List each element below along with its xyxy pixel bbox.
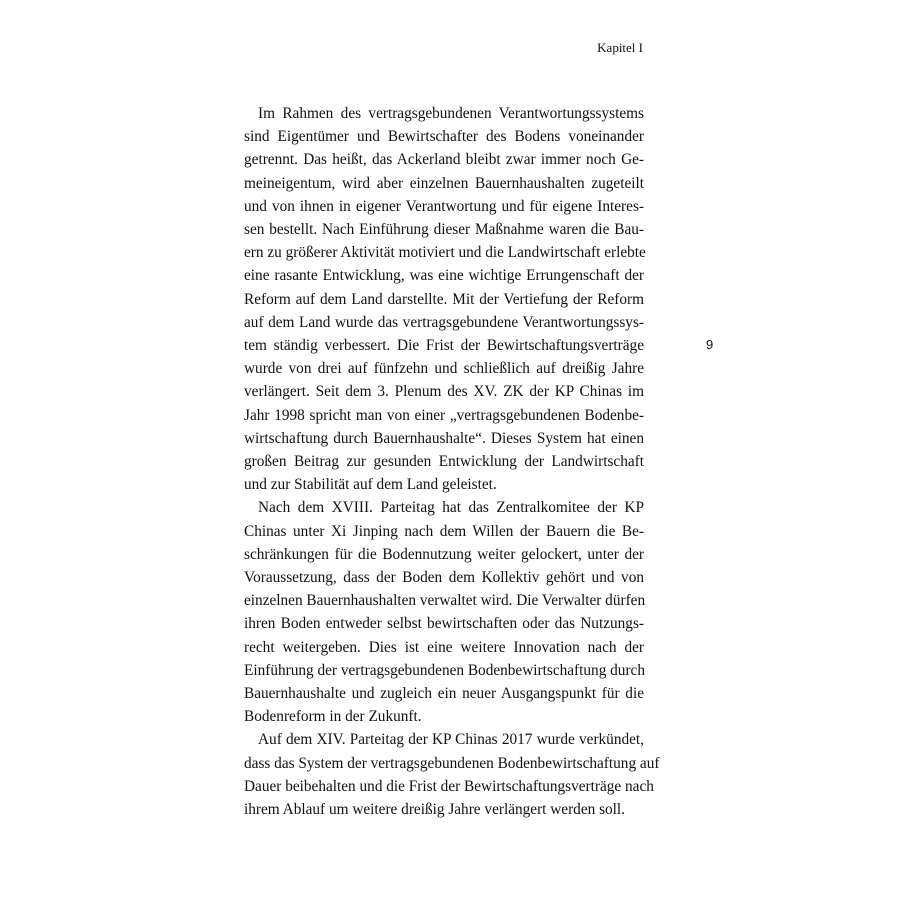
text-line: Im Rahmen des vertragsgebundenen Verantwortungssystems [258,105,644,122]
page-number: 9 [706,337,714,352]
text-line: ihren Boden entweder selbst bewirtschaften oder das Nutzungs- [244,615,644,633]
text-line: Reform auf dem Land darstellte. Mit der Vertiefung der Reform [244,290,644,308]
text-line: Einführung der vertragsgebundenen Bodenbewirtschaftung durch [244,661,645,679]
text-line: wurde von drei auf fünfzehn und schließlich auf dreißig Jahre [244,360,644,378]
text-line: und von ihnen in eigener Verantwortung und für eigene Interes- [244,197,644,215]
text-line: eine rasante Entwicklung, was eine wichtige Errungenschaft der [244,267,644,285]
text-line: Nach dem XVIII. Parteitag hat das Zentralkomitee der KP [258,499,644,517]
text-line: schränkungen für die Bodennutzung weiter gelockert, unter der [244,545,644,563]
text-line: dass das System der vertragsgebundenen Bodenbewirtschaftung auf [244,754,660,772]
text-line: sind Eigentümer und Bewirtschafter des Bodens voneinander [244,128,644,146]
text-line: auf dem Land wurde das vertragsgebundene Verantwortungssys- [244,313,644,331]
text-line: tem ständig verbessert. Die Frist der Bewirtschaftungsverträge [244,337,644,355]
text-line: meineigentum, wird aber einzelnen Bauernhaushalten zugeteilt [244,174,644,192]
text-line: Jahr 1998 spricht man von einer „vertragsgebundenen Bodenbe- [244,406,644,424]
text-line: Auf dem XIV. Parteitag der KP Chinas 2017 wurde verkündet, [258,731,644,749]
text-line: einzelnen Bauernhaushalten verwaltet wird. Die Verwalter dürfen [244,592,646,610]
paragraph-1 [244,102,644,496]
text-line: sen bestellt. Nach Einführung dieser Maßnahme waren die Bau- [244,221,644,239]
text-line: Chinas unter Xi Jinping nach dem Willen der Bauern die Be- [244,522,644,540]
text-line: wirtschaftung durch Bauernhaushalte“. Dieses System hat einen [244,429,644,447]
text-line: Dauer beibehalten und die Frist der Bewirtschaftungsverträge nach [244,777,654,795]
text-line: Bauernhaushalte und zugleich ein neuer Ausgangspunkt für die [244,685,644,703]
text-line: Bodenreform in der Zukunft. [244,708,422,726]
text-line: und zur Stabilität auf dem Land geleistet. [244,476,497,494]
text-line: verlängert. Seit dem 3. Plenum des XV. ZK der KP Chinas im [244,383,644,401]
paragraph-3 [244,728,660,821]
text-line: getrennt. Das heißt, das Ackerland bleibt zwar immer noch Ge- [244,151,644,169]
text-line: großen Beitrag zur gesunden Entwicklung der Landwirtschaft [244,453,644,471]
paragraph-2 [244,496,644,728]
text-line: ihrem Ablauf um weitere dreißig Jahre verlängert werden soll. [244,801,626,819]
text-line: Voraussetzung, dass der Boden dem Kollektiv gehört und von [244,569,644,587]
text-line: recht weitergeben. Dies ist eine weitere Innovation nach der [244,638,644,656]
running-header: Kapitel I [597,40,643,55]
text-line: ern zu größerer Aktivität motiviert und die Landwirtschaft erlebte [244,244,646,262]
body-text [244,102,660,821]
